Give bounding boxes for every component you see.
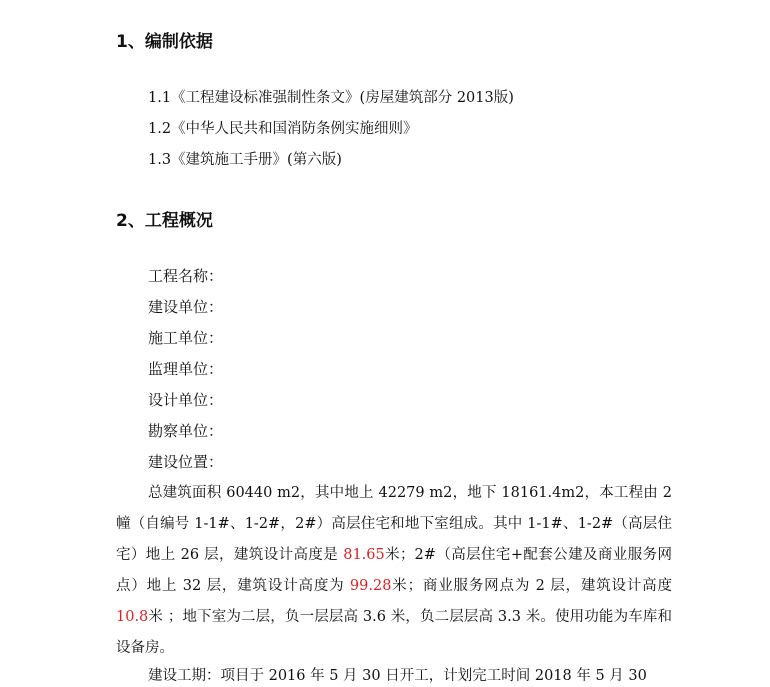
overview-text-4: 米 ；地下室为二层，负一层层高 3.6 米，负二层层高 3.3 米。使用功能为车库和设备房。 [116, 609, 672, 656]
reference-item: 1.2《中华人民共和国消防条例实施细则》 [148, 121, 418, 137]
heading-basis: 1、编制依据 [116, 32, 213, 52]
overview-paragraph [116, 478, 672, 664]
field-client: 建设单位： [148, 298, 224, 316]
heading-overview: 2、工程概况 [116, 211, 213, 231]
reference-item: 1.1《工程建设标准强制性条文》(房屋建筑部分 2013版) [148, 90, 514, 106]
field-designer: 设计单位： [148, 391, 224, 409]
height-value-2: 99.28 [349, 578, 392, 594]
reference-item: 1.3《建筑施工手册》(第六版) [148, 152, 342, 168]
field-contractor: 施工单位： [148, 329, 224, 347]
overview-text-1: 总建筑面积 60440 m2，其中地上 42279 m2，地下 18161.4m2，本工程由 2 幢（自编号 1-1#、1-2#，2#）高层住宅和地下室组成。其中 1-1#、1-2#（高层住宅）地上 26 层，建筑设计高度是 [116, 485, 672, 563]
overview-text-2: 米；2#（高层住宅+配套公建及商业服务网点）地上 32 层，建筑设计高度为 [116, 547, 672, 594]
height-value-3: 10.8 [116, 609, 149, 625]
schedule-line: 建设工期：项目于 2016 年 5 月 30 日开工，计划完工时间 2018 年 5 月 30 [148, 668, 647, 684]
height-value-1: 81.65 [343, 547, 385, 563]
field-surveyor: 勘察单位： [148, 422, 224, 440]
field-supervisor: 监理单位： [148, 360, 224, 378]
overview-text-3: 米；商业服务网点为 2 层，建筑设计高度 [391, 578, 672, 594]
field-project-name: 工程名称： [148, 267, 224, 285]
field-location: 建设位置： [148, 453, 224, 471]
